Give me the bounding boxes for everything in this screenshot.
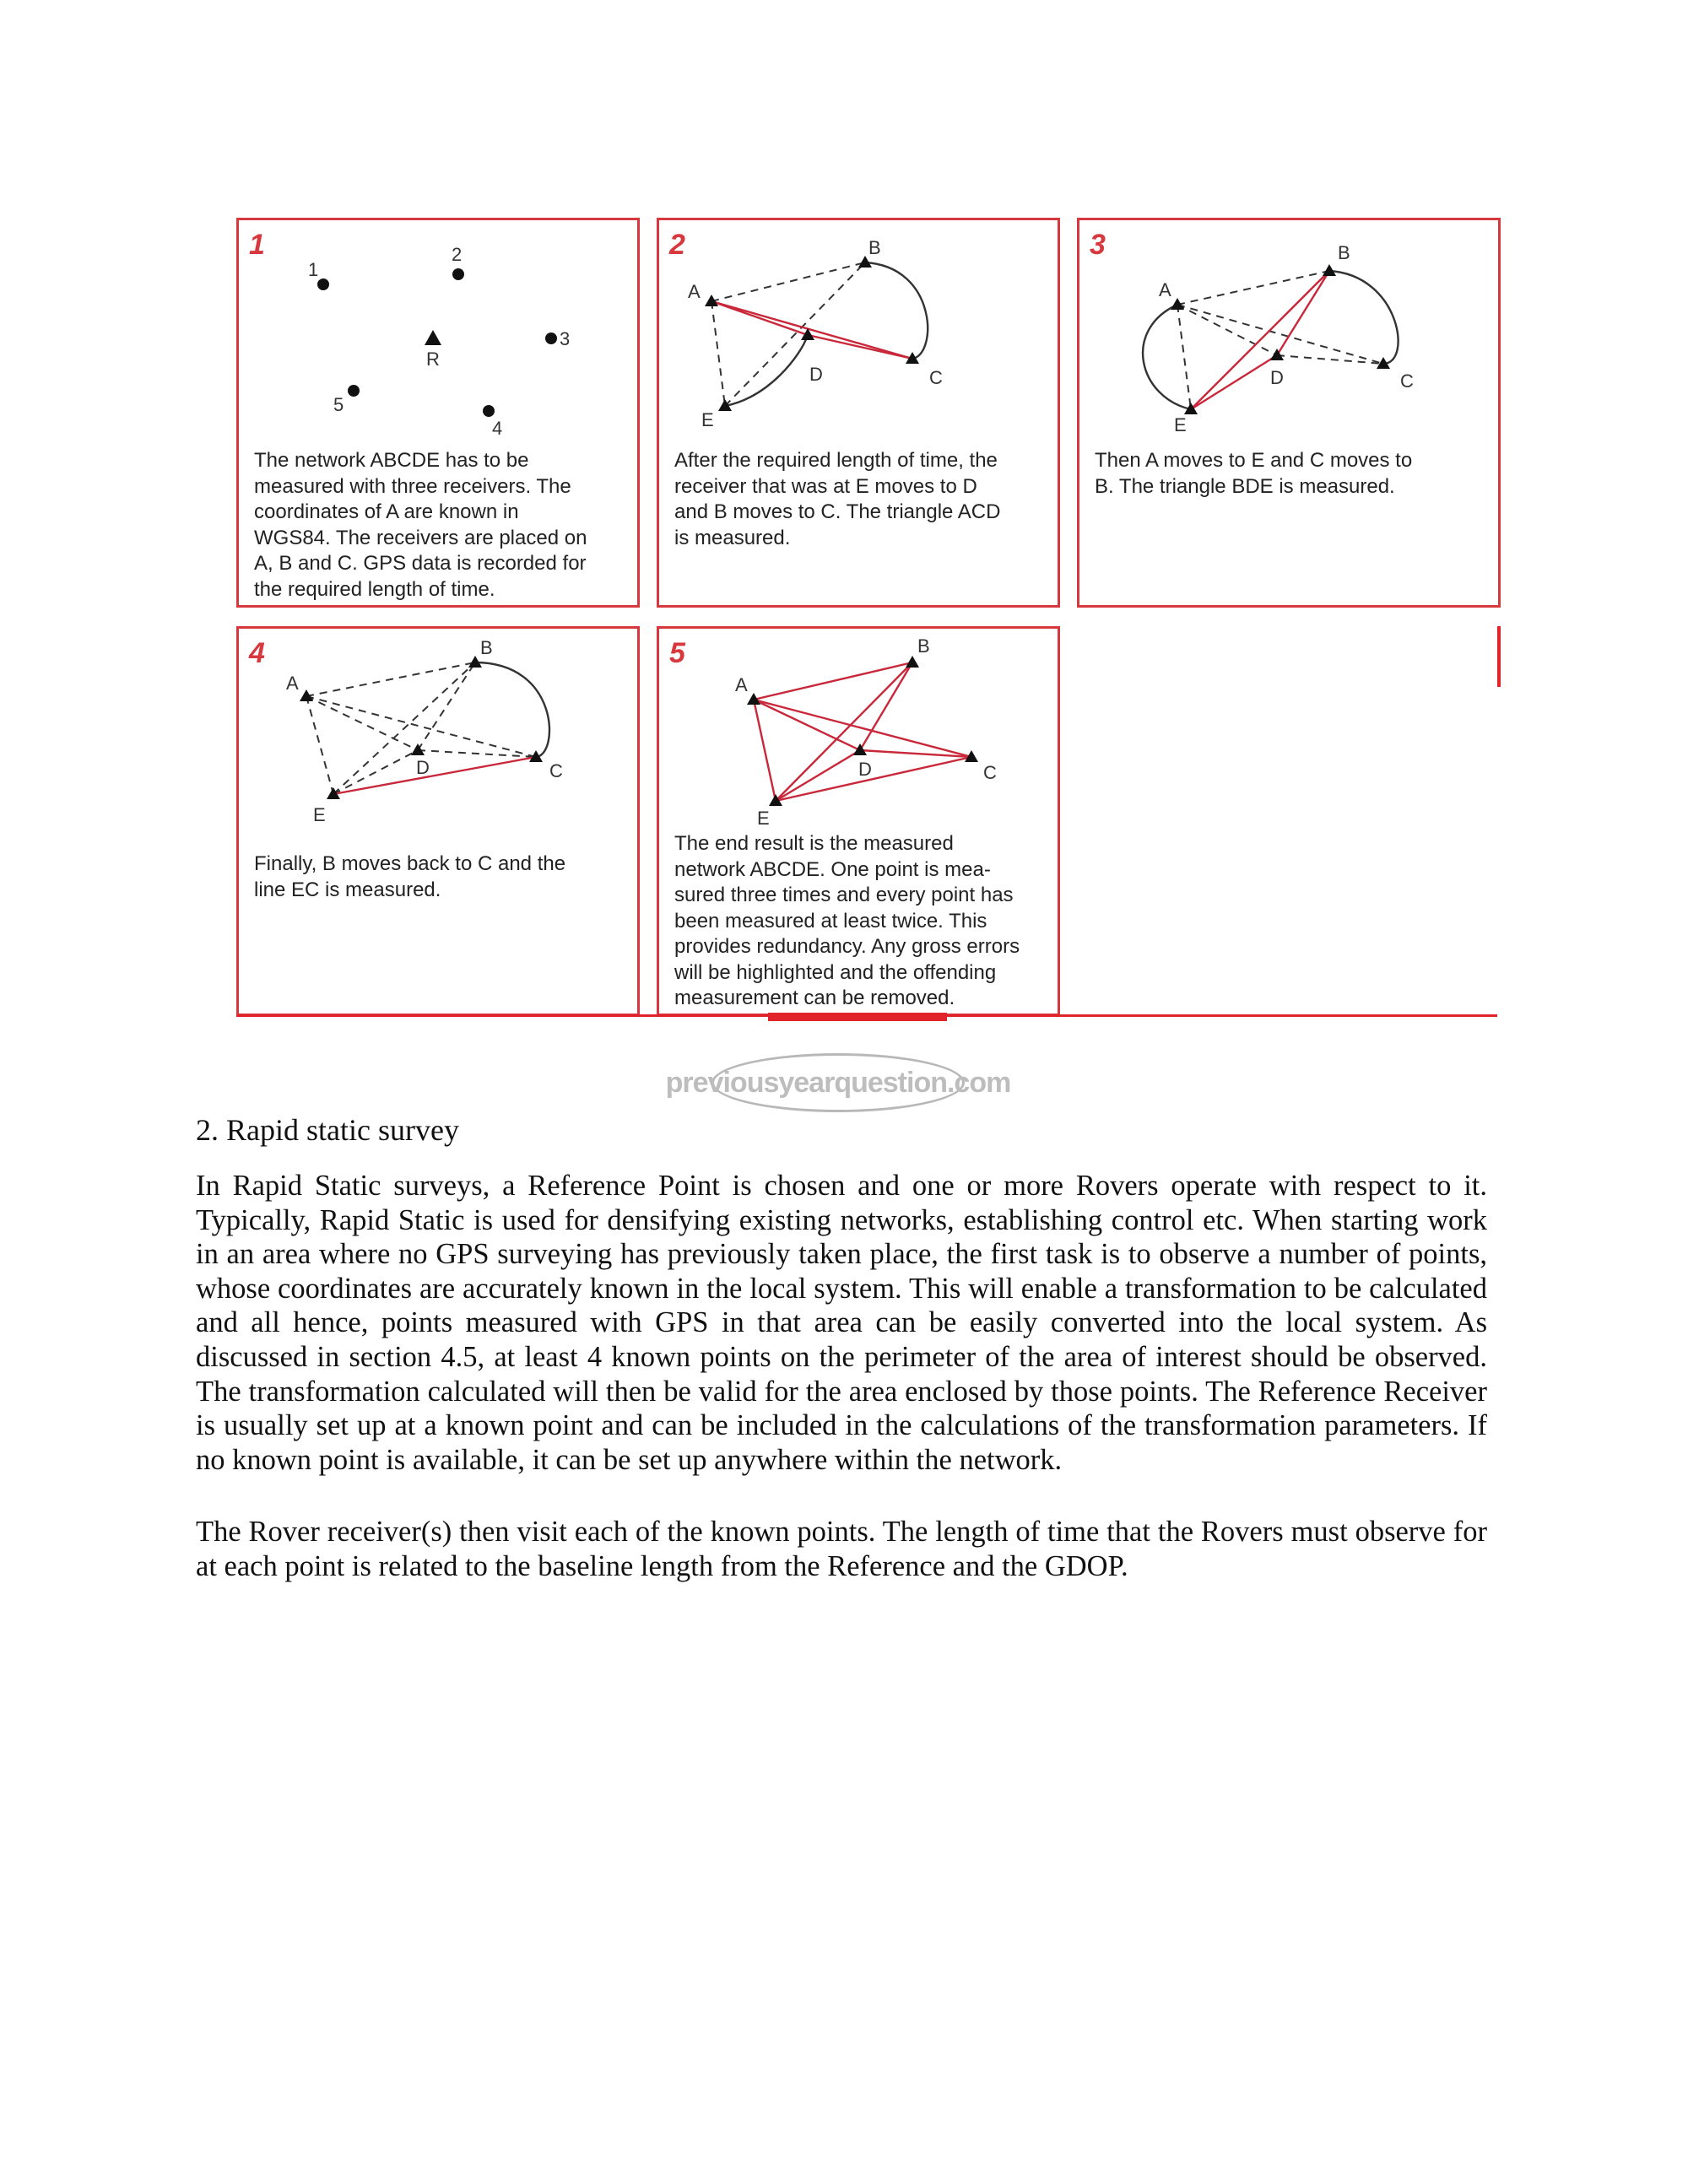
label-e: E xyxy=(757,808,770,829)
label-b: B xyxy=(917,635,930,657)
label-b: B xyxy=(1338,242,1350,263)
figure-panel-3 xyxy=(1077,218,1501,608)
figure-panel-2 xyxy=(657,218,1060,608)
panel-caption: Then A moves to E and C moves to B. The triangle BDE is measured. xyxy=(1095,449,1413,498)
panel-diagram xyxy=(1079,220,1503,473)
station-d xyxy=(1270,349,1284,360)
label-c: C xyxy=(549,760,563,781)
station-d xyxy=(411,743,425,755)
figure-panel-4 xyxy=(236,626,640,1016)
label-d: D xyxy=(416,757,430,778)
section-heading: 2. Rapid static survey xyxy=(196,1113,459,1147)
label-a: A xyxy=(1159,279,1171,300)
label-c: C xyxy=(1400,370,1414,392)
panel-caption: Finally, B moves back to C and the line EC is measured. xyxy=(254,852,566,901)
label-a: A xyxy=(688,281,701,302)
label-3: 3 xyxy=(560,328,571,349)
reference-marker-r xyxy=(425,330,441,345)
label-1: 1 xyxy=(308,259,319,280)
label-c: C xyxy=(983,762,997,783)
label-c: C xyxy=(929,367,943,388)
figure-page-tab xyxy=(768,1013,947,1021)
label-e: E xyxy=(313,804,326,825)
label-r: R xyxy=(426,349,440,370)
label-e: E xyxy=(701,409,714,430)
panel-diagram xyxy=(239,629,642,848)
panel-diagram xyxy=(659,629,1063,840)
station-b xyxy=(1323,264,1336,276)
panel-diagram xyxy=(239,220,642,473)
network-figure xyxy=(236,218,1502,1028)
label-a: A xyxy=(286,673,299,694)
panel-caption: After the required length of time, the receiver that was at E moves to D and B moves to C. The triangle ACD is measured. xyxy=(674,449,1001,549)
point-4 xyxy=(483,405,495,417)
point-5 xyxy=(348,385,360,397)
station-d xyxy=(853,743,867,755)
label-b: B xyxy=(480,637,493,658)
label-d: D xyxy=(809,364,823,385)
panel-number: 1 xyxy=(249,229,265,261)
figure-panel-1 xyxy=(236,218,640,608)
panel-number: 3 xyxy=(1090,229,1106,261)
station-b xyxy=(906,656,919,668)
panel-number: 4 xyxy=(249,637,265,669)
figure-edge-mark xyxy=(1497,626,1501,687)
point-2 xyxy=(452,268,464,280)
point-1 xyxy=(317,278,329,290)
panel-caption: The end result is the measured network ABCDE. One point is mea- sured three times and every point has been measured at least twice. This provides redundancy. Any gross errors will be highlighted and the offending measurement can be removed. xyxy=(674,832,1020,1009)
label-b: B xyxy=(868,237,881,258)
paragraph: The Rover receiver(s) then visit each of the known points. The length of time that the Rovers must observe for at each point is related to the baseline length from the Reference and the GDOP. xyxy=(196,1516,1487,1582)
panel-diagram xyxy=(659,220,1063,473)
point-3 xyxy=(545,332,557,344)
watermark-logo: previousyearquestion.com xyxy=(711,1053,965,1112)
figure-panel-5 xyxy=(657,626,1060,1016)
paragraph: In Rapid Static surveys, a Reference Point is chosen and one or more Rovers operate with respect to it. Typically, Rapid Static is used for densifying existing networks, establishing control etc. When starting work in an area where no GPS surveying has previously taken place, the first task is to observe a number of points, whose coordinates are accurately known in the local system. This will enable a transformation to be calculated and all hence, points measured with GPS in that area can be easily converted into the local system. As discussed in section 4.5, at least 4 known points on the perimeter of the area of interest should be observed. The transformation calculated will then be valid for the area enclosed by those points. The Reference Receiver is usually set up at a known point and can be included in the calculations of the transformation parameters. If no known point is available, it can be set up anywhere within the network. xyxy=(196,1170,1487,1476)
label-4: 4 xyxy=(492,418,503,439)
panel-number: 2 xyxy=(669,229,685,261)
label-5: 5 xyxy=(333,394,344,415)
panel-number: 5 xyxy=(669,637,685,669)
label-e: E xyxy=(1174,414,1187,435)
label-a: A xyxy=(735,674,748,695)
label-2: 2 xyxy=(452,244,463,265)
label-d: D xyxy=(1270,367,1284,388)
panel-caption: The network ABCDE has to be measured with three receivers. The coordinates of A are known in WGS84. The receivers are placed on A, B and C. GPS data is recorded for the required length of time. xyxy=(254,449,587,601)
label-d: D xyxy=(858,759,872,780)
